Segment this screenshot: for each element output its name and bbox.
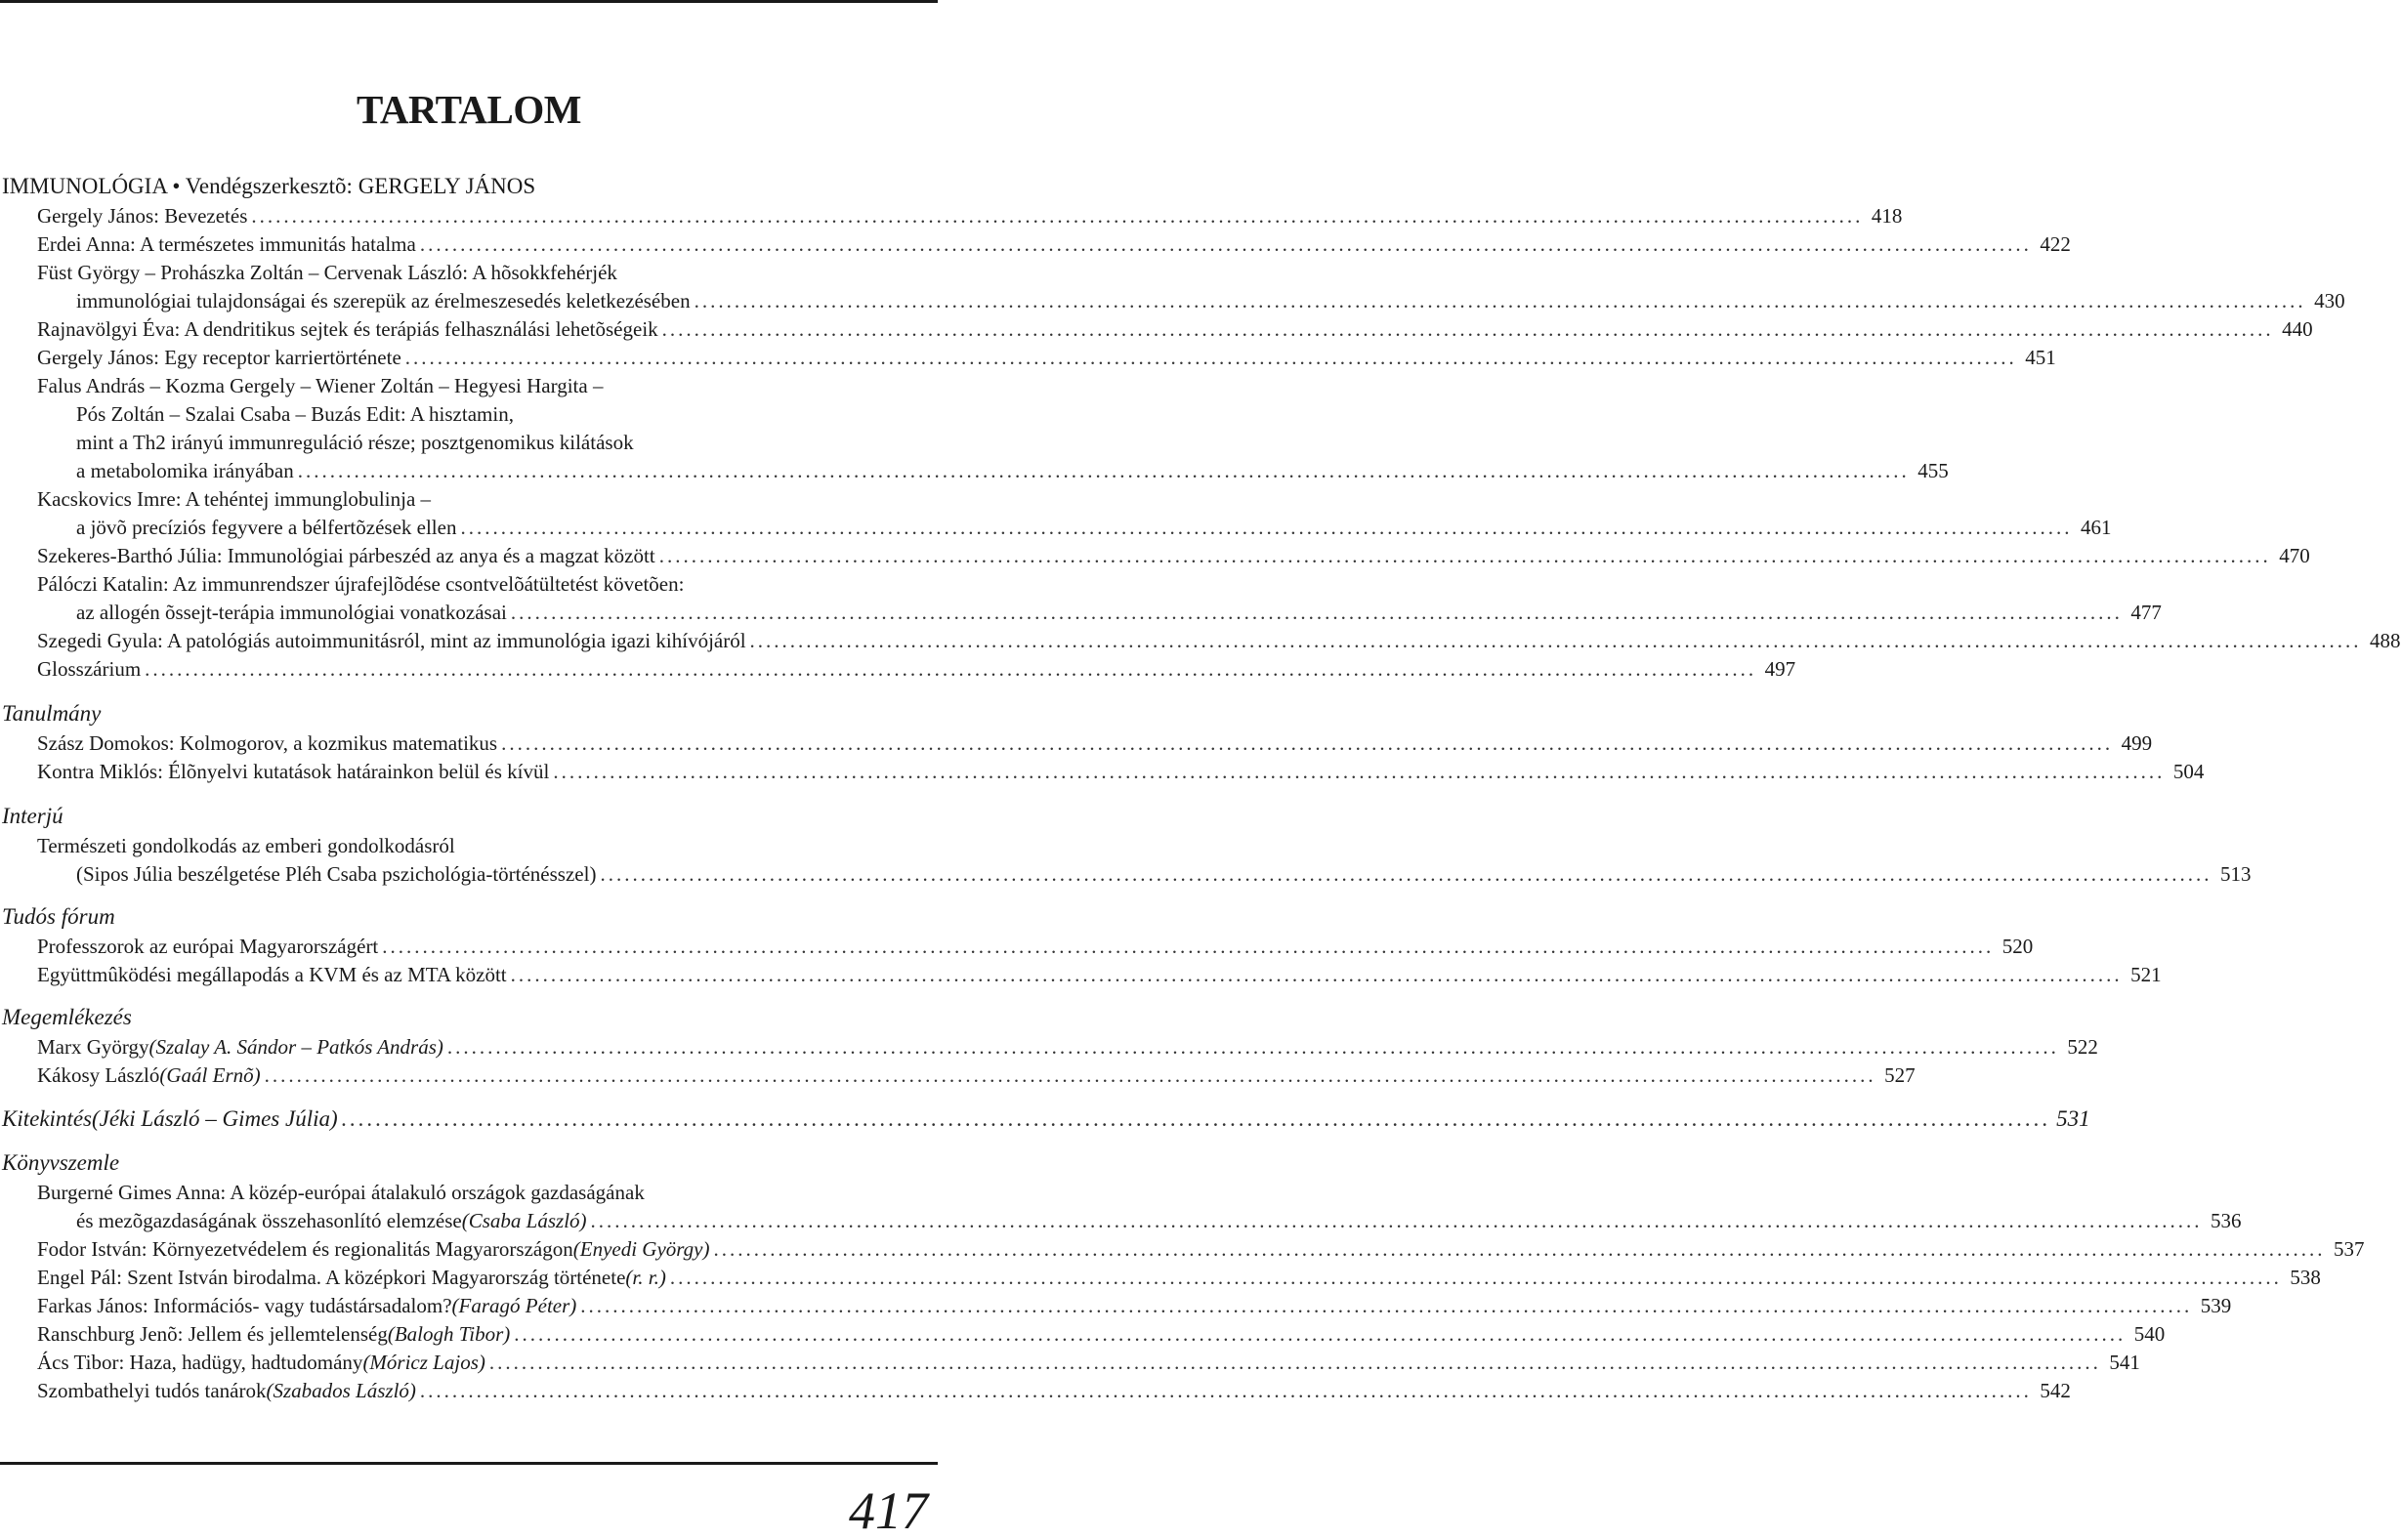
entry-text: Kákosy László (37, 1063, 160, 1087)
entry-text: Kontra Miklós: Élõnyelvi kutatások határainkon belül és kívül (37, 760, 550, 783)
entry-text: Interjú (2, 804, 63, 828)
entry-text: Farkas János: Információs- vagy tudástársadalom? (37, 1294, 452, 1317)
toc-entry (0, 599, 2162, 627)
entry-page-number: 513 (2219, 862, 2252, 886)
entry-text: Szász Domokos: Kolmogorov, a kozmikus matematikus (37, 731, 498, 755)
entry-text: az allogén õssejt-terápia immunológiai vonatkozásai (76, 601, 507, 624)
section-heading (0, 699, 920, 728)
dot-leader: ........................................................................................................................................................................................................ (600, 862, 2212, 886)
dot-leader: ........................................................................................................................................................................................................ (404, 346, 2017, 369)
entry-reviewer: (Móricz Lajos) (362, 1351, 485, 1374)
entry-text: Természeti gondolkodás az emberi gondolkodásról (37, 834, 455, 857)
entry-text: mint a Th2 irányú immunreguláció része; posztgenomikus kilátások (76, 431, 634, 454)
dot-leader: ........................................................................................................................................................................................................ (510, 601, 2123, 624)
entry-reviewer: (r. r.) (625, 1266, 666, 1289)
toc-entry (0, 832, 955, 860)
bottom-rule (0, 1462, 938, 1465)
entry-reviewer: (Gaál Ernõ) (159, 1063, 261, 1087)
dot-leader: ........................................................................................................................................................................................................ (488, 1351, 2101, 1374)
toc-entry (0, 1377, 2071, 1405)
toc-entry (0, 1349, 2140, 1377)
entry-page-number: 521 (2130, 963, 2162, 986)
dot-leader: ........................................................................................................................................................................................................ (580, 1294, 2193, 1317)
entry-page-number: 537 (2334, 1237, 2365, 1261)
entry-text: Engel Pál: Szent István birodalma. A középkori Magyarország története (37, 1266, 626, 1289)
entry-text: Szekeres-Barthó Júlia: Immunológiai párbeszéd az anya és a magzat között (37, 544, 655, 567)
entry-text: Tudós fórum (2, 904, 115, 929)
page-number: 417 (849, 1481, 928, 1540)
entry-text: Szombathelyi tudós tanárok (37, 1379, 267, 1402)
dot-leader: ........................................................................................................................................................................................................ (419, 232, 2032, 256)
entry-text: Professzorok az európai Magyarországért (37, 935, 379, 958)
toc-entry (0, 1292, 2232, 1320)
entry-page-number: 539 (2200, 1294, 2232, 1317)
dot-leader: ........................................................................................................................................................................................................ (658, 544, 2271, 567)
section-heading (0, 1003, 920, 1031)
dot-leader: ........................................................................................................................................................................................................ (713, 1237, 2326, 1261)
dot-leader: ........................................................................................................................................................................................................ (297, 459, 1910, 482)
entry-page-number: 520 (2001, 935, 2034, 958)
toc-entry (0, 485, 955, 514)
entry-text: (Sipos Júlia beszélgetése Pléh Csaba pszichológia-történésszel) (76, 862, 597, 886)
toc-entry (0, 202, 1903, 230)
toc-entry (0, 1320, 2166, 1349)
dot-leader: ........................................................................................................................................................................................................ (446, 1035, 2059, 1059)
toc-entry (0, 230, 2071, 259)
toc-entry (0, 655, 1796, 684)
entry-text: Füst György – Prohászka Zoltán – Cervenak László: A hõsokkfehérjék (37, 261, 617, 284)
toc-entry (0, 400, 994, 429)
toc-entry (0, 514, 2112, 542)
entry-page-number: 440 (2282, 317, 2313, 341)
entry-page-number: 488 (2370, 629, 2401, 652)
entry-text: Burgerné Gimes Anna: A közép-európai átalakuló országok gazdaságának (37, 1181, 645, 1204)
entry-reviewer: (Szabados László) (266, 1379, 416, 1402)
toc-entry (0, 1235, 2365, 1264)
toc-entry (0, 372, 955, 400)
toc-entry (0, 259, 955, 287)
toc-entry (0, 1179, 955, 1207)
entry-text: Gergely János: Egy receptor karriertörténete (37, 346, 401, 369)
entry-page-number: 536 (2211, 1209, 2242, 1232)
section-heading (0, 802, 920, 830)
entry-page-number: 522 (2067, 1035, 2098, 1059)
dot-leader: ........................................................................................................................................................................................................ (501, 731, 2114, 755)
entry-page-number: 504 (2172, 760, 2205, 783)
dot-leader: ........................................................................................................................................................................................................ (669, 1266, 2282, 1289)
toc-entry (0, 457, 1949, 485)
entry-text: Kitekintés (2, 1106, 92, 1131)
entry-page-number: 422 (2040, 232, 2071, 256)
entry-text: Gergely János: Bevezetés (37, 204, 248, 228)
dot-leader: ........................................................................................................................................................................................................ (553, 760, 2166, 783)
toc-entry (0, 1061, 1916, 1090)
entry-page-number: 541 (2109, 1351, 2140, 1374)
toc-entry (0, 627, 2401, 655)
entry-page-number: 470 (2279, 544, 2310, 567)
dot-leader: ........................................................................................................................................................................................................ (661, 317, 2274, 341)
entry-text: Ranschburg Jenõ: Jellem és jellemtelenség (37, 1322, 388, 1346)
entry-reviewer: (Szalay A. Sándor – Patkós András) (148, 1035, 443, 1059)
entry-reviewer: (Faragó Péter) (451, 1294, 577, 1317)
toc-entry (0, 344, 2056, 372)
entry-reviewer: (Balogh Tibor) (387, 1322, 511, 1346)
entry-text: Rajnavölgyi Éva: A dendritikus sejtek és terápiás felhasználási lehetõségeik (37, 317, 658, 341)
entry-text: Ács Tibor: Haza, hadügy, hadtudomány (37, 1351, 363, 1374)
toc-entry (0, 729, 2153, 758)
entry-text: IMMUNOLÓGIA • Vendégszerkesztõ: GERGELY JÁNOS (2, 174, 536, 198)
entry-text: Marx György (37, 1035, 149, 1059)
dot-leader: ........................................................................................................................................................................................................ (341, 1106, 2051, 1131)
entry-text: Erdei Anna: A természetes immunitás hatalma (37, 232, 416, 256)
toc-entry (0, 429, 994, 457)
dot-leader: ........................................................................................................................................................................................................ (264, 1063, 1876, 1087)
dot-leader: ........................................................................................................................................................................................................ (145, 657, 1757, 681)
entry-reviewer: (Jéki László – Gimes Júlia) (91, 1106, 338, 1131)
dot-leader: ........................................................................................................................................................................................................ (514, 1322, 2127, 1346)
dot-leader: ........................................................................................................................................................................................................ (510, 963, 2123, 986)
section-heading (0, 902, 920, 931)
entry-reviewer: (Enyedi György) (572, 1237, 710, 1261)
topic-heading (0, 172, 920, 200)
entry-text: Fodor István: Környezetvédelem és regionalitás Magyarországon (37, 1237, 573, 1261)
toc-entry (0, 315, 2313, 344)
entry-page-number: 455 (1917, 459, 1949, 482)
entry-page-number: 542 (2040, 1379, 2071, 1402)
entry-text: immunológiai tulajdonságai és szerepük az érelmeszesedés keletkezésében (76, 289, 691, 312)
entry-text: a jövõ precíziós fegyvere a bélfertõzések ellen (76, 516, 457, 539)
page-title: TARTALOM (357, 87, 581, 132)
toc-entry (0, 758, 2205, 786)
entry-page-number: 477 (2130, 601, 2162, 624)
entry-page-number: 430 (2314, 289, 2345, 312)
toc-entry (0, 542, 2310, 570)
entry-text: Könyvszemle (2, 1150, 120, 1175)
entry-text: Falus András – Kozma Gergely – Wiener Zoltán – Hegyesi Hargita – (37, 374, 604, 397)
dot-leader: ........................................................................................................................................................................................................ (251, 204, 1864, 228)
entry-page-number: 461 (2080, 516, 2112, 539)
entry-text: Szegedi Gyula: A patológiás autoimmunitásról, mint az immunológia igazi kihívójáról (37, 629, 746, 652)
dot-leader: ........................................................................................................................................................................................................ (590, 1209, 2203, 1232)
entry-page-number: 540 (2133, 1322, 2166, 1346)
entry-page-number: 538 (2290, 1266, 2321, 1289)
dot-leader: ........................................................................................................................................................................................................ (382, 935, 1995, 958)
dot-leader: ........................................................................................................................................................................................................ (460, 516, 2073, 539)
toc-entry (0, 860, 2252, 889)
entry-reviewer: (Csaba László) (461, 1209, 587, 1232)
entry-text: és mezõgazdaságának összehasonlító elemzése (76, 1209, 462, 1232)
entry-text: Pálóczi Katalin: Az immunrendszer újrafejlõdése csontvelõátültetést követõen: (37, 572, 685, 596)
entry-page-number: 451 (2025, 346, 2056, 369)
entry-text: Együttmûködési megállapodás a KVM és az MTA között (37, 963, 507, 986)
toc-entry (0, 933, 2034, 961)
entry-text: Megemlékezés (2, 1005, 132, 1029)
dot-leader: ........................................................................................................................................................................................................ (419, 1379, 2032, 1402)
toc-entry (0, 1264, 2321, 1292)
toc-entry (0, 961, 2162, 989)
entry-text: Pós Zoltán – Szalai Csaba – Buzás Edit: A hisztamin, (76, 402, 514, 426)
toc-entry (0, 1033, 2098, 1061)
entry-page-number: 418 (1871, 204, 1903, 228)
dot-leader: ........................................................................................................................................................................................................ (749, 629, 2362, 652)
entry-page-number: 527 (1884, 1063, 1916, 1087)
toc-entry (0, 287, 2345, 315)
entry-page-number: 531 (2056, 1106, 2090, 1131)
toc-entry (0, 1207, 2242, 1235)
entry-text: Kacskovics Imre: A tehéntej immunglobulinja – (37, 487, 432, 511)
entry-text: Tanulmány (2, 701, 102, 726)
section-heading (0, 1104, 2090, 1133)
entry-text: Glosszárium (37, 657, 142, 681)
toc-entry (0, 570, 955, 599)
entry-page-number: 499 (2121, 731, 2153, 755)
dot-leader: ........................................................................................................................................................................................................ (694, 289, 2306, 312)
entry-page-number: 497 (1764, 657, 1796, 681)
section-heading (0, 1148, 920, 1177)
entry-text: a metabolomika irányában (76, 459, 294, 482)
